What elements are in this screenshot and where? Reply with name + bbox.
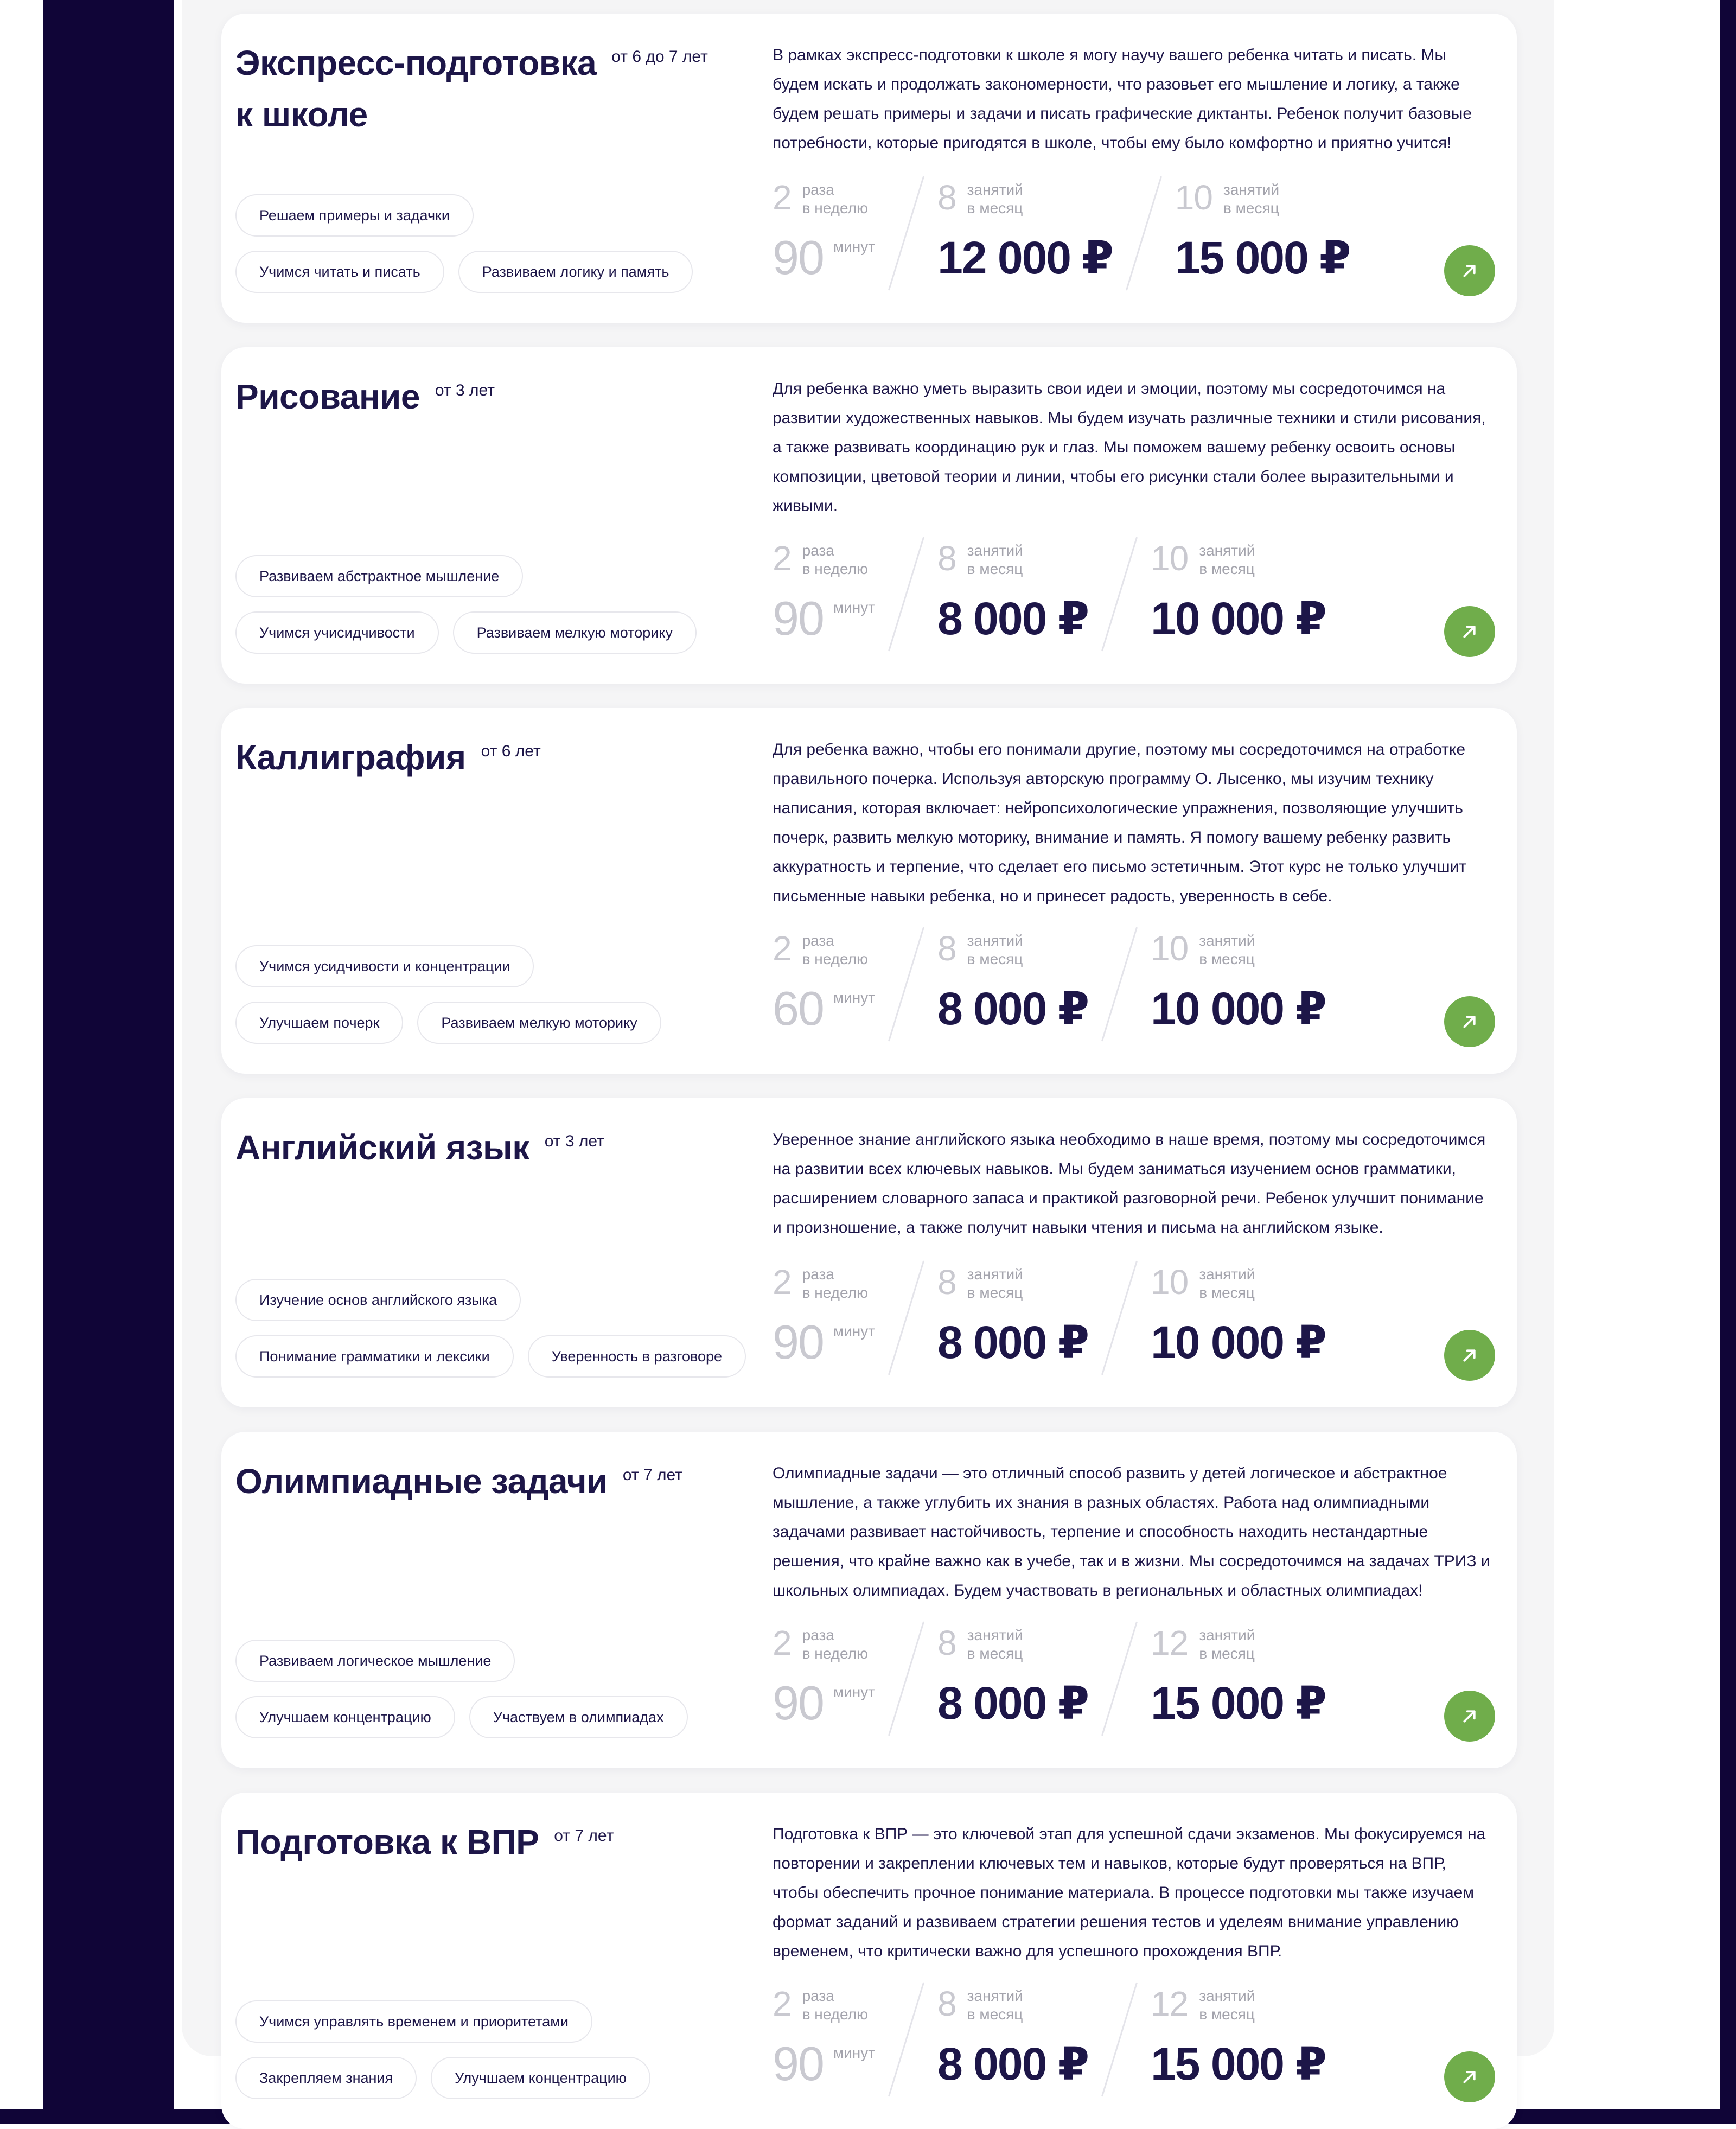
times-label-1: раза bbox=[802, 932, 834, 949]
course-description: Олимпиадные задачи — это отличный способ развить у детей логическое и абстрактное мышление, а также углубить их знания в разных областях. Работа над олимпиадными задачами развивает настойчивость, терпение и способность находить нестандартные решения, что крайне важно как в учебе, так и в жизни. Мы сосредоточимся на задачах ТРИЗ и школьных олимпиадах. Будем участвовать в региональных и областных олимпиадах! bbox=[773, 1464, 1490, 1599]
plan-label-1: занятий bbox=[967, 181, 1023, 198]
plan-lesson-count: 8 bbox=[937, 539, 956, 578]
times-label-1: раза bbox=[802, 542, 834, 559]
plan-column-1 bbox=[937, 1263, 1089, 1378]
duration-label: минут bbox=[833, 1684, 876, 1700]
open-course-button[interactable] bbox=[1444, 606, 1495, 657]
divider-slash bbox=[888, 537, 924, 651]
plan-price: 8 000 ₽ bbox=[937, 2038, 1089, 2089]
divider-slash bbox=[1101, 1260, 1138, 1375]
course-title-line1: Каллиграфия bbox=[235, 738, 466, 777]
plan-price: 8 000 ₽ bbox=[937, 593, 1089, 644]
tag-list bbox=[235, 533, 773, 654]
age-label: от 6 лет bbox=[481, 742, 541, 760]
plan-lesson-count: 8 bbox=[937, 178, 956, 217]
plan-lesson-count: 10 bbox=[1151, 929, 1189, 968]
times-per-week: 2 bbox=[773, 1623, 792, 1662]
times-label-1: раза bbox=[802, 181, 834, 198]
course-card bbox=[221, 1793, 1517, 2129]
tag-pill: Улучшаем концентрацию bbox=[235, 1696, 455, 1738]
times-label-2: в неделю bbox=[802, 2006, 868, 2023]
plan-lesson-count: 10 bbox=[1151, 539, 1189, 578]
plan-column-2 bbox=[1151, 1984, 1326, 2099]
course-description: Для ребенка важно уметь выразить свои идеи и эмоции, поэтому мы сосредоточимся на развитии художественных навыков. Мы будем изучать различные техники и стили рисования, а также развивать координацию рук и глаз. Мы поможем вашему ребенку освоить основы композиции, цветовой теории и линии, чтобы его рисунки стали более выразительными и живыми. bbox=[773, 380, 1486, 515]
age-label: от 3 лет bbox=[544, 1132, 604, 1150]
open-course-button[interactable] bbox=[1444, 2051, 1495, 2102]
pricing-row bbox=[773, 160, 1495, 293]
times-label-2: в неделю bbox=[802, 560, 868, 577]
times-per-week: 2 bbox=[773, 539, 792, 578]
plan-price: 10 000 ₽ bbox=[1151, 593, 1326, 644]
plan-lesson-count: 8 bbox=[937, 929, 956, 968]
pricing-row bbox=[773, 1605, 1495, 1738]
lesson-duration: 90 bbox=[773, 591, 824, 645]
course-description: Уверенное знание английского языка необходимо в наше время, поэтому мы сосредоточимся на развитии всех ключевых навыков. Мы будем заниматься изучением основ грамматики, расширением словарного запаса и практикой разговорной речи. Ребенок улучшит понимание и произношение, а также получит навыки чтения и письма на английском языке. bbox=[773, 1131, 1486, 1236]
plan-column-1 bbox=[937, 178, 1113, 293]
open-course-button[interactable] bbox=[1444, 1330, 1495, 1381]
plan-label-1: занятий bbox=[967, 1266, 1023, 1283]
plan-lesson-count: 10 bbox=[1175, 178, 1212, 217]
schedule-block bbox=[773, 178, 876, 293]
plan-label-2: в месяц bbox=[967, 1284, 1023, 1301]
tag-pill: Развиваем абстрактное мышление bbox=[235, 555, 523, 597]
plan-label-2: в месяц bbox=[967, 560, 1023, 577]
open-course-button[interactable] bbox=[1444, 245, 1495, 296]
arrow-up-right-icon bbox=[1458, 1010, 1481, 1033]
tag-list bbox=[235, 1979, 773, 2099]
plan-column-2 bbox=[1151, 1623, 1326, 1738]
tag-list bbox=[235, 923, 773, 1044]
plan-label-2: в месяц bbox=[1199, 2006, 1255, 2023]
tag-pill: Учимся читать и писать bbox=[235, 251, 444, 293]
arrow-up-right-icon bbox=[1458, 1344, 1481, 1367]
course-description: Для ребенка важно, чтобы его понимали другие, поэтому мы сосредоточимся на отработке правильного почерка. Используя авторскую программу О. Лысенко, мы изучим технику написания, которая включает: нейропсихологические упражнения, позволяющие улучшить почерк, развить мелкую моторику, внимание и память. Я помогу вашему ребенку развить аккуратность и терпение, что сделает его письмо эстетичным. Этот курс не только улучшит письменные навыки ребенка, но и принесет радость, уверенность в себе. bbox=[773, 741, 1467, 905]
course-title-line2: к школе bbox=[235, 95, 368, 134]
tag-pill: Учимся усидчивости и концентрации bbox=[235, 945, 534, 987]
course-card bbox=[221, 708, 1517, 1074]
pricing-row bbox=[773, 1245, 1495, 1378]
plan-label-1: занятий bbox=[967, 1987, 1023, 2004]
plan-column-2 bbox=[1151, 1263, 1326, 1378]
tag-pill: Понимание грамматики и лексики bbox=[235, 1335, 514, 1378]
plan-lesson-count: 8 bbox=[937, 1263, 956, 1302]
duration-label: минут bbox=[833, 1323, 876, 1340]
course-title bbox=[235, 1459, 756, 1510]
plan-label-2: в месяц bbox=[1199, 951, 1255, 967]
course-card bbox=[221, 347, 1517, 684]
course-title bbox=[235, 735, 756, 787]
right-navy-band bbox=[1720, 0, 1736, 2124]
duration-label: минут bbox=[833, 2044, 876, 2061]
plan-column-2 bbox=[1151, 929, 1326, 1044]
pricing-row bbox=[773, 1966, 1495, 2099]
arrow-up-right-icon bbox=[1458, 2066, 1481, 2088]
course-title-line1: Рисование bbox=[235, 377, 420, 416]
course-title-line1: Экспресс-подготовка bbox=[235, 43, 597, 82]
duration-label: минут bbox=[833, 599, 876, 616]
plan-price: 8 000 ₽ bbox=[937, 1678, 1089, 1729]
plan-lesson-count: 10 bbox=[1151, 1263, 1189, 1302]
tag-pill: Учимся управлять временем и приоритетами bbox=[235, 2000, 592, 2043]
tag-pill: Развиваем логическое мышление bbox=[235, 1640, 515, 1682]
plan-label-1: занятий bbox=[967, 1627, 1023, 1643]
arrow-up-right-icon bbox=[1458, 259, 1481, 282]
schedule-block bbox=[773, 1984, 876, 2099]
age-label: от 3 лет bbox=[435, 381, 495, 399]
tag-list bbox=[235, 173, 773, 293]
plan-price: 10 000 ₽ bbox=[1151, 1317, 1326, 1368]
tag-pill: Улучшаем почерк bbox=[235, 1002, 403, 1044]
course-card bbox=[221, 1098, 1517, 1407]
times-per-week: 2 bbox=[773, 1263, 792, 1302]
left-navy-band bbox=[43, 0, 174, 2124]
plan-column-1 bbox=[937, 1984, 1089, 2099]
times-per-week: 2 bbox=[773, 929, 792, 968]
plan-label-2: в месяц bbox=[1199, 560, 1255, 577]
plan-label-2: в месяц bbox=[1223, 200, 1279, 216]
plan-price: 12 000 ₽ bbox=[937, 232, 1113, 283]
course-card bbox=[221, 1432, 1517, 1768]
lesson-duration: 60 bbox=[773, 981, 824, 1035]
age-label: от 6 до 7 лет bbox=[611, 48, 708, 66]
plan-price: 15 000 ₽ bbox=[1175, 232, 1350, 283]
pricing-row bbox=[773, 911, 1495, 1044]
plan-label-2: в месяц bbox=[967, 2006, 1023, 2023]
course-title bbox=[235, 41, 756, 137]
schedule-block bbox=[773, 929, 876, 1044]
tag-list bbox=[235, 1257, 773, 1378]
age-label: от 7 лет bbox=[554, 1827, 614, 1845]
plan-price: 15 000 ₽ bbox=[1151, 1678, 1326, 1729]
course-card bbox=[221, 14, 1517, 323]
duration-label: минут bbox=[833, 989, 876, 1006]
tag-pill: Решаем примеры и задачки bbox=[235, 194, 474, 237]
tag-pill: Изучение основ английского языка bbox=[235, 1279, 521, 1321]
divider-slash bbox=[888, 1982, 924, 2096]
courses-panel bbox=[182, 0, 1554, 2090]
plan-label-1: занятий bbox=[1199, 1987, 1255, 2004]
plan-column-2 bbox=[1175, 178, 1350, 293]
plan-label-2: в месяц bbox=[1199, 1645, 1255, 1662]
course-title bbox=[235, 1820, 756, 1871]
lesson-duration: 90 bbox=[773, 2037, 824, 2090]
plan-label-2: в месяц bbox=[967, 200, 1023, 216]
tag-list bbox=[235, 1618, 773, 1738]
lesson-duration: 90 bbox=[773, 1315, 824, 1369]
arrow-up-right-icon bbox=[1458, 1705, 1481, 1728]
times-label-2: в неделю bbox=[802, 1645, 868, 1662]
plan-label-1: занятий bbox=[1199, 1266, 1255, 1283]
open-course-button[interactable] bbox=[1444, 1691, 1495, 1742]
lesson-duration: 90 bbox=[773, 231, 824, 284]
lesson-duration: 90 bbox=[773, 1676, 824, 1730]
course-description: В рамках экспресс-подготовки к школе я могу научу вашего ребенка читать и писать. Мы будем искать и продолжать закономерности, что разовьет его мышление и логику, а также будем решать примеры и задачи и писать графические диктанты. Ребенок получит базовые потребности, которые пригодятся в школе, чтобы ему было комфортно и приятно учится! bbox=[773, 46, 1472, 152]
plan-price: 15 000 ₽ bbox=[1151, 2038, 1326, 2089]
course-title bbox=[235, 374, 756, 426]
divider-slash bbox=[1101, 1982, 1138, 2096]
tag-pill: Улучшаем концентрацию bbox=[431, 2057, 650, 2099]
plan-price: 8 000 ₽ bbox=[937, 983, 1089, 1034]
plan-label-2: в месяц bbox=[967, 951, 1023, 967]
open-course-button[interactable] bbox=[1444, 996, 1495, 1047]
pricing-row bbox=[773, 521, 1495, 654]
plan-label-1: занятий bbox=[967, 542, 1023, 559]
course-title-line1: Английский язык bbox=[235, 1128, 529, 1167]
plan-column-1 bbox=[937, 929, 1089, 1044]
divider-slash bbox=[1101, 927, 1138, 1041]
tag-pill: Развиваем мелкую моторику bbox=[417, 1002, 661, 1044]
tag-pill: Учимся учисидчивости bbox=[235, 611, 439, 654]
times-label-2: в неделю bbox=[802, 951, 868, 967]
times-label-1: раза bbox=[802, 1627, 834, 1643]
schedule-block bbox=[773, 1623, 876, 1738]
plan-lesson-count: 12 bbox=[1151, 1984, 1189, 2023]
tag-pill: Участвуем в олимпиадах bbox=[469, 1696, 688, 1738]
tag-pill: Закрепляем знания bbox=[235, 2057, 417, 2099]
plan-price: 10 000 ₽ bbox=[1151, 983, 1326, 1034]
course-title bbox=[235, 1125, 756, 1177]
times-label-2: в неделю bbox=[802, 200, 868, 216]
course-title-line1: Олимпиадные задачи bbox=[235, 1462, 608, 1501]
divider-slash bbox=[888, 176, 924, 290]
divider-slash bbox=[888, 1621, 924, 1736]
times-label-2: в неделю bbox=[802, 1284, 868, 1301]
times-per-week: 2 bbox=[773, 178, 792, 217]
schedule-block bbox=[773, 539, 876, 654]
plan-label-1: занятий bbox=[1199, 1627, 1255, 1643]
plan-lesson-count: 8 bbox=[937, 1984, 956, 2023]
plan-label-1: занятий bbox=[1223, 181, 1280, 198]
plan-column-1 bbox=[937, 539, 1089, 654]
times-label-1: раза bbox=[802, 1987, 834, 2004]
times-label-1: раза bbox=[802, 1266, 834, 1283]
arrow-up-right-icon bbox=[1458, 620, 1481, 643]
plan-label-1: занятий bbox=[1199, 542, 1255, 559]
plan-lesson-count: 8 bbox=[937, 1623, 956, 1662]
times-per-week: 2 bbox=[773, 1984, 792, 2023]
divider-slash bbox=[1101, 1621, 1138, 1736]
plan-label-1: занятий bbox=[1199, 932, 1255, 949]
age-label: от 7 лет bbox=[622, 1466, 682, 1484]
plan-lesson-count: 12 bbox=[1151, 1623, 1189, 1662]
duration-label: минут bbox=[833, 238, 876, 255]
tag-pill: Уверенность в разговоре bbox=[528, 1335, 746, 1378]
plan-price: 8 000 ₽ bbox=[937, 1317, 1089, 1368]
divider-slash bbox=[888, 1260, 924, 1375]
tag-pill: Развиваем логику и память bbox=[458, 251, 693, 293]
course-title-line1: Подготовка к ВПР bbox=[235, 1822, 539, 1862]
plan-label-2: в месяц bbox=[1199, 1284, 1255, 1301]
plan-column-2 bbox=[1151, 539, 1326, 654]
course-description: Подготовка к ВПР — это ключевой этап для успешной сдачи экзаменов. Мы фокусируемся на повторении и закреплении ключевых тем и навыков, которые будут проверяться на ВПР, чтобы обеспечить прочное понимание материала. В процессе подготовки мы также изучаем формат заданий и развиваем стратегии решения тестов и уделеям внимание управлению временем, что критически важно для успешного прохождения ВПР. bbox=[773, 1825, 1486, 1960]
tag-pill: Развиваем мелкую моторику bbox=[453, 611, 697, 654]
plan-column-1 bbox=[937, 1623, 1089, 1738]
plan-label-2: в месяц bbox=[967, 1645, 1023, 1662]
schedule-block bbox=[773, 1263, 876, 1378]
divider-slash bbox=[1101, 537, 1138, 651]
divider-slash bbox=[1126, 176, 1162, 290]
plan-label-1: занятий bbox=[967, 932, 1023, 949]
divider-slash bbox=[888, 927, 924, 1041]
